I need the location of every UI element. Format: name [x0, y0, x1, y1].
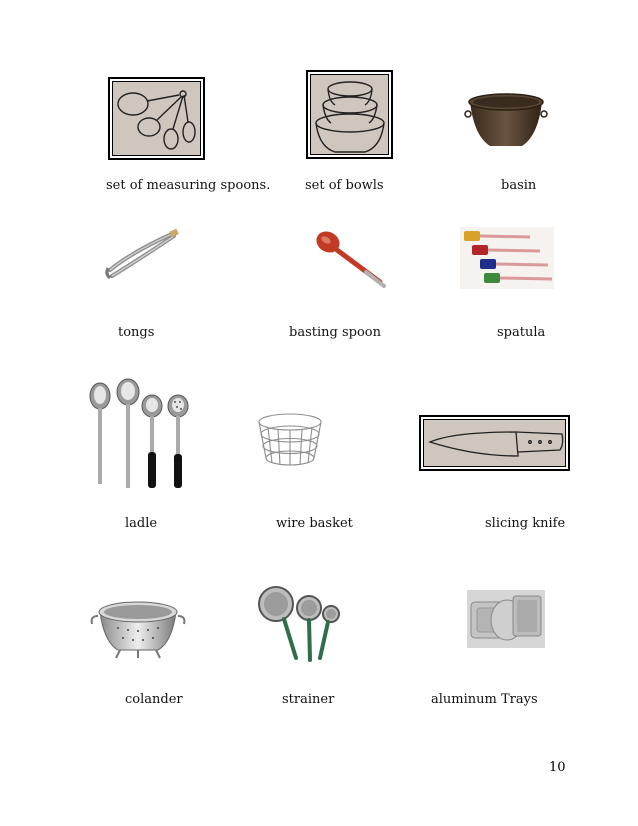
measuring-spoons-image: [108, 77, 205, 160]
basting-spoon-image: [310, 224, 392, 296]
caption-bowls: set of bowls: [305, 178, 384, 193]
caption-basting-spoon: basting spoon: [289, 325, 381, 340]
bowls-image: [306, 70, 393, 159]
caption-colander: colander: [125, 692, 183, 707]
caption-strainer: strainer: [282, 692, 335, 707]
caption-basin: basin: [501, 178, 537, 193]
caption-wire-basket: wire basket: [276, 516, 353, 531]
aluminum-trays-image: [467, 590, 545, 648]
caption-tongs: tongs: [118, 325, 155, 340]
strainer-image: [256, 582, 342, 664]
caption-ladle: ladle: [125, 516, 158, 531]
tongs-image: [102, 226, 182, 284]
caption-aluminum-trays: aluminum Trays: [431, 692, 538, 707]
basin-image: [464, 90, 548, 152]
ladle-image: [86, 378, 194, 492]
caption-slicing-knife: slicing knife: [485, 516, 566, 531]
caption-measuring-spoons: set of measuring spoons.: [106, 178, 271, 193]
caption-spatula: spatula: [497, 325, 546, 340]
wire-basket-image: [256, 410, 324, 470]
slicing-knife-image: [419, 415, 570, 471]
colander-image: [88, 596, 188, 662]
page-number: 10: [549, 760, 566, 775]
spatula-image: [460, 227, 554, 289]
